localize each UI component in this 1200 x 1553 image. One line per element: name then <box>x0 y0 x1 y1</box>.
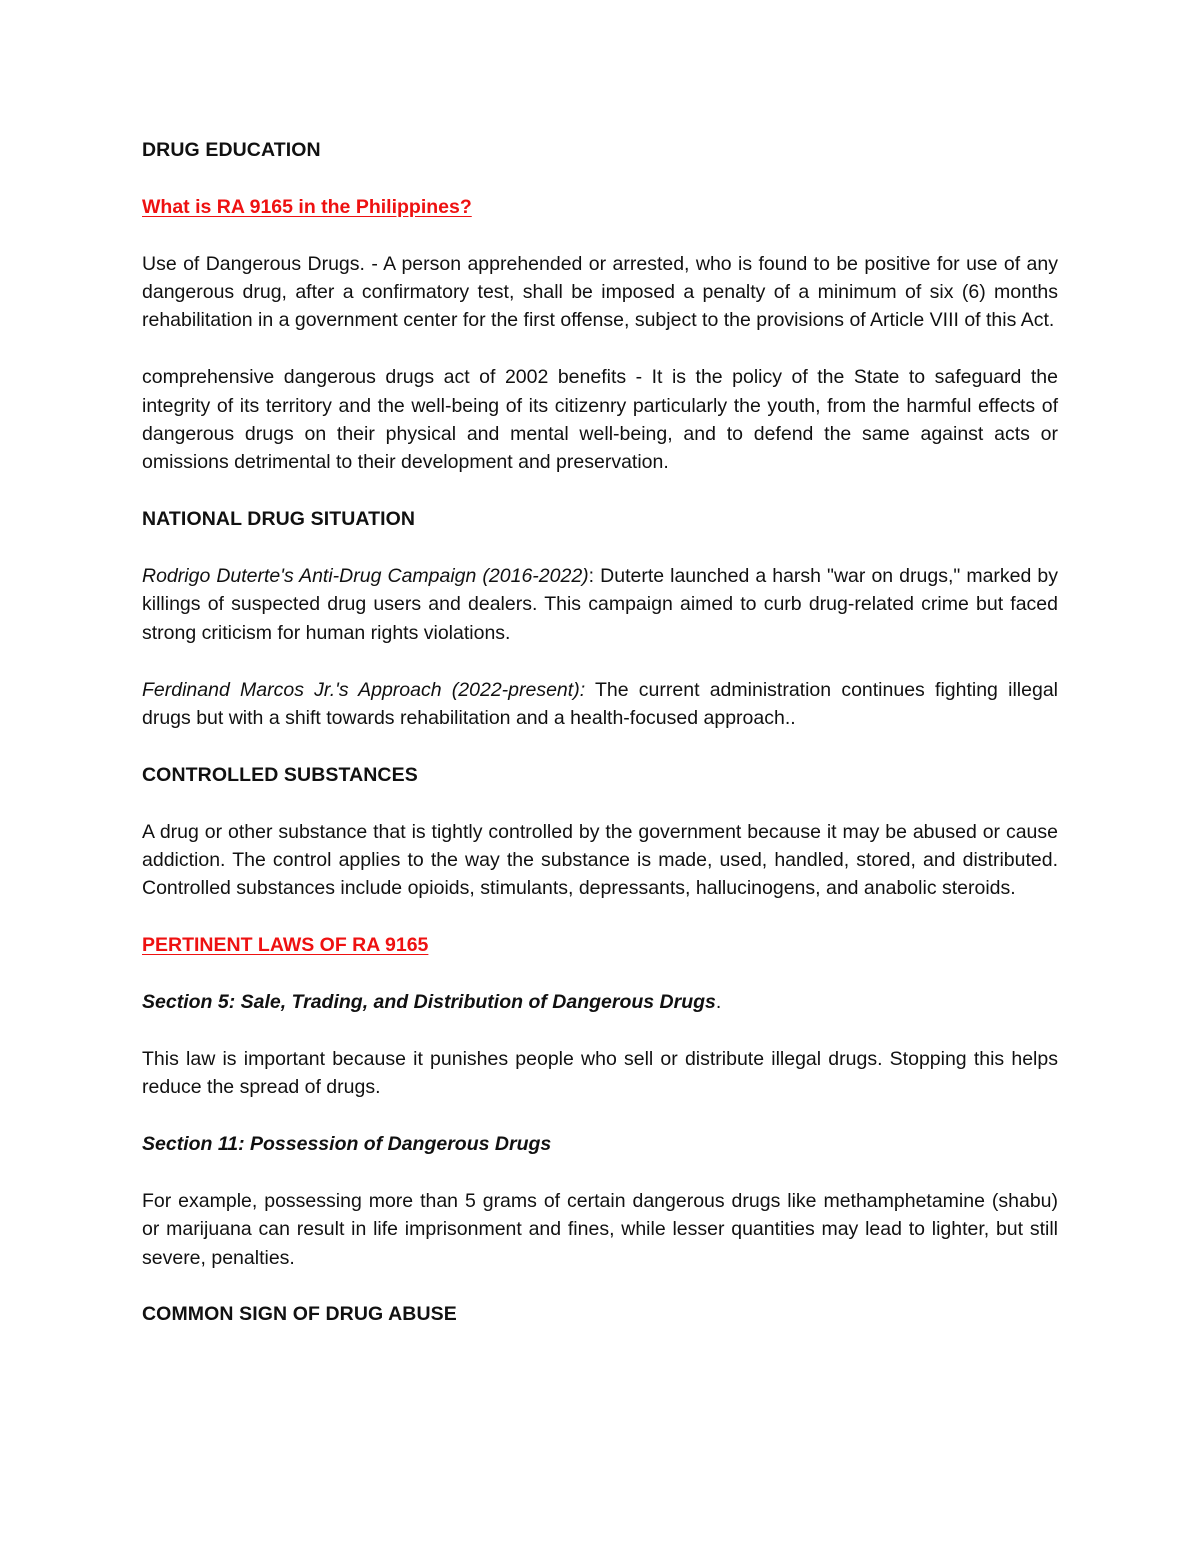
section-heading-controlled-substances: CONTROLLED SUBSTANCES <box>142 763 418 786</box>
paragraph-marcos-approach <box>142 676 1058 733</box>
spacer <box>142 1102 1058 1130</box>
subheading-section-5 <box>142 988 1058 1016</box>
paragraph-section-11: For example, possessing more than 5 grams of certain dangerous drugs like methamphetamine (shabu) or marijuana can result in life imprisonment and fines, while lesser quantities may lead to lighter, but still severe, penalties. <box>142 1189 1058 1269</box>
spacer <box>142 164 1058 192</box>
spacer <box>142 477 1058 505</box>
spacer <box>142 534 1058 562</box>
paragraph-act-benefits: comprehensive dangerous drugs act of 2002 benefits - It is the policy of the State to safeguard the integrity of its territory and the well-being of its citizenry particularly the youth, from the harmful effects of dangerous drugs on their physical and mental well-being, and to defend the same against acts or omissions detrimental to their development and preservation. <box>142 366 1058 474</box>
spacer <box>142 960 1058 988</box>
document-title: DRUG EDUCATION <box>142 139 321 161</box>
section-heading-ra9165: What is RA 9165 in the Philippines? <box>142 195 472 218</box>
spacer <box>142 221 1058 249</box>
spacer <box>142 1016 1058 1044</box>
spacer <box>142 732 1058 760</box>
spacer <box>142 903 1058 931</box>
spacer <box>142 1272 1058 1300</box>
paragraph-duterte-campaign <box>142 562 1058 647</box>
paragraph-controlled-substances: A drug or other substance that is tightly controlled by the government because it may be abused or cause addiction. The control applies to the way the substance is made, used, handled, stored, and distributed. Controlled substances include opioids, stimulants, depressants, hallucinogens, and anabolic steroids. <box>142 820 1058 900</box>
paragraph-use-of-dangerous-drugs: Use of Dangerous Drugs. - A person apprehended or arrested, who is found to be positive for use of any dangerous drug, after a confirmatory test, shall be imposed a penalty of a minimum of six (6) months rehabilitation in a government center for the first offense, subject to the provisions of Article VIII of this Act. <box>142 252 1058 332</box>
section-heading-national-drug-situation: NATIONAL DRUG SITUATION <box>142 508 416 531</box>
duterte-body: : Duterte launched a harsh "war on drugs," marked by killings of suspected drug users and dealers. This campaign aimed to curb drug-related crime but faced strong criticism for human rights violations. <box>142 565 1059 644</box>
duterte-lead: Rodrigo Duterte's Anti-Drug Campaign (2016-2022) <box>142 565 589 588</box>
section-heading-pertinent-laws: PERTINENT LAWS OF RA 9165 <box>142 934 429 957</box>
spacer <box>142 335 1058 363</box>
marcos-body: The current administration continues fighting illegal drugs but with a shift towards rehabilitation and a health-focused approach.. <box>142 678 1058 730</box>
paragraph-section-5: This law is important because it punishes people who sell or distribute illegal drugs. Stopping this helps reduce the spread of drugs. <box>142 1047 1058 1099</box>
spacer <box>142 647 1058 675</box>
subheading-section-11: Section 11: Possession of Dangerous Drugs <box>142 1133 552 1156</box>
section-heading-common-sign: COMMON SIGN OF DRUG ABUSE <box>142 1303 457 1326</box>
section-5-title: Section 5: Sale, Trading, and Distribution of Dangerous Drugs <box>142 991 716 1014</box>
document-page <box>142 136 1058 1329</box>
marcos-lead: Ferdinand Marcos Jr.'s Approach (2022-present): <box>142 678 586 701</box>
section-5-suffix: . <box>715 991 722 1014</box>
spacer <box>142 789 1058 817</box>
spacer <box>142 1158 1058 1186</box>
